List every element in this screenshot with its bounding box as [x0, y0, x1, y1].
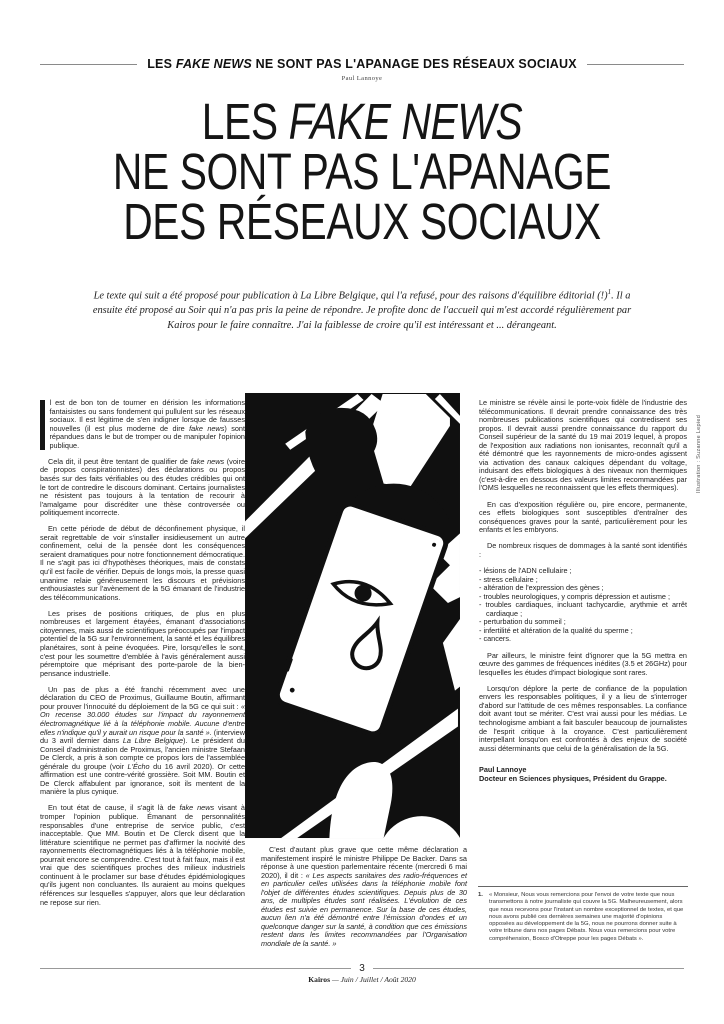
signature-block — [479, 766, 687, 783]
illustration-credit: Illustration : Suzanne Lepied — [696, 414, 702, 493]
page-title — [0, 93, 724, 250]
signature-role: Docteur en Sciences physiques, Président du Grappe. — [479, 773, 667, 783]
paragraph: En cas d'exposition régulière ou, pire encore, permanente, ces effets biologiques sont susceptibles d'entraîner des conséquences graves pour la santé, particulièrement pour les enfants et les embryons. — [479, 499, 687, 535]
paragraph: C'est d'autant plus grave que cette même déclaration a manifestement inspiré le ministre Philippe De Backer. Dans sa réponse à une question parlementaire récente (mercredi 6 mai 2020), il dit : « Les aspects sanitaires des radio-fréquences et en particulier celles utilisées dans la téléphonie mobile font l'objet de différentes études scientifiques. Depuis plus de 30 ans, de multiples études sont réalisées. L'évolution de ces études est suivie en permanence. Sur la base de ces études, aucun lien n'a été démontré entre l'émission d'ondes et un quelconque danger sur la santé, à condition que ces émissions restent dans les limites recommandées par l'Organisation mondiale de la santé. » — [261, 845, 467, 949]
illustration-eye-tablet — [243, 392, 462, 840]
body-column-right — [479, 399, 687, 783]
paragraph: Un pas de plus a été franchi récemment avec une déclaration du CEO de Proximus, Guillaume Boutin, affirmant pour prouver l'innocuité du déploiement de la 5G ce qui suit : « On recense 30.000 études sur l'impact du rayonnement électromagnétique lié à la téléphonie mobile. Aucune d'entre elles n'indique qu'il y aurait un risque pour la santé ». (interview du 3 avril dernier dans La Libre Belgique). Le président du Conseil d'administration de Proximus, l'ancien ministre Stefaan De Clerck, a pris à son compte ce propos lors de l'assemblée générale du groupe (voir L'Écho du 16 avril 2020). Or cette affirmation est une contre-vérité grossière. Soit MM. Boutin et De Clerck affabulent par ignorance, soit ils mentent de la manière la plus cynique. — [40, 684, 245, 797]
risk-item: - infertilité et altération de la qualité du sperme ; — [479, 625, 633, 635]
intro-paragraph — [92, 285, 632, 333]
risk-item: - troubles neurologiques, y compris dépression et autisme ; — [479, 591, 671, 601]
paragraph: De nombreux risques de dommages à la santé sont identifiés : — [479, 541, 687, 559]
risk-item: - perturbation du sommeil ; — [479, 617, 566, 627]
signature-name: Paul Lannoye — [479, 765, 527, 775]
intro-text: . Il a ensuite été proposé au Soir qui n'a pas pris la peine de répondre. Je profite donc de l'accueil qui m'est accordé régulièrement par Kairos pour le faire connaître. J'ai la faiblesse de croire qu'il est intéressant et ... dérangeant. — [92, 290, 632, 332]
issue-date: — Juin / Juillet / Août 2020 — [330, 975, 416, 984]
body-column-middle — [261, 846, 467, 956]
footer-credit — [0, 975, 724, 984]
page-number: 3 — [359, 963, 365, 974]
risk-item: - altération de l'expression des gènes ; — [479, 583, 604, 593]
footnote-body — [478, 892, 688, 943]
risk-list — [479, 567, 687, 644]
paragraph: Lorsqu'on déplore la perte de confiance de la population envers les responsables politiques, il y a lieu de s'interroger d'abord sur l'attitude de ces mêmes responsables. La confiance doit avant tout se mériter. C'est vrai aussi pour les médias. Le technologisme ambiant a fait basculer beaucoup de journalistes de l'esprit critique à la croyance. C'est particulièrement interpellant lorsqu'on est confrontés à des enjeux de société aussi déterminants que celui de la généralisation de la 5G. — [479, 683, 687, 753]
kicker-text: NE SONT PAS L'APANAGE DES RÉSEAUX SOCIAUX — [251, 57, 577, 71]
title-line-3: DES RÉSEAUX SOCIAUX — [123, 193, 601, 250]
header-kicker — [147, 57, 577, 71]
risk-item: - stress cellulaire ; — [479, 574, 538, 584]
kicker-text-italic: FAKE NEWS — [175, 57, 252, 71]
title-text-italic: FAKE NEWS — [288, 93, 523, 150]
title-line-2: NE SONT PAS L'APANAGE — [112, 143, 612, 200]
footnote-marker: 1. — [478, 892, 483, 898]
drop-cap — [40, 400, 45, 450]
footnote-text: « Monsieur, Nous vous remercions pour l'envoi de votre texte que nous transmettons à notre journaliste qui couvre la 5G. Malheureusement, alors que nous recevons pour l'instant un nombre exceptionnel de textes, et que nous avons publié ces dernières semaines une majorité d'opinions opposées au développement de la 5G, nous ne pourrons donner suite à votre tribune dans nos pages Débats. Nous vous remercions pour votre compréhension, Bosco d'Otreppe pour les pages Débats ». — [489, 892, 684, 942]
paragraph: Par ailleurs, le ministre feint d'ignorer que la 5G mettra en œuvre des gammes de fréquences inédites (3.5 et 26GHz) pour lesquelles les études d'impact biologique sont rares. — [479, 650, 687, 677]
title-line-1 — [72, 93, 651, 150]
illustration-svg — [243, 392, 462, 840]
kicker-text: LES — [147, 57, 176, 71]
risk-item: - cancers. — [479, 634, 512, 644]
risk-item: - lésions de l'ADN cellulaire ; — [479, 566, 572, 576]
body-column-left — [40, 399, 245, 915]
footer-rule-row — [40, 963, 684, 974]
kicker-rule-left — [40, 64, 137, 65]
paragraph: Cela dit, il peut être tentant de qualifier de fake news (voire de propos conspirationnistes) des déclarations ou propos basés sur des faits vérifiables ou des études crédibles qui ont le tort de contredire le discours dominant. Certains journalistes ne résistent pas toujours à la tentation de recourir à l'amalgame pour discréditer une thèse controversée ou politiquement incorrecte. — [40, 456, 245, 518]
footnote-reference: 1 — [607, 288, 612, 296]
journal-name: Kairos — [308, 975, 331, 984]
footer-rule-left — [40, 968, 351, 969]
risk-item: - troubles cardiaques, incluant tachycardie, arythmie et arrêt cardiaque ; — [479, 600, 687, 618]
footnote-block — [478, 886, 688, 943]
footer-rule-right — [373, 968, 684, 969]
header-kicker-row — [40, 57, 684, 71]
paragraph: Le ministre se révèle ainsi le porte-voix fidèle de l'industrie des télécommunications. Il devrait prendre connaissance des très nombreuses publications scientifiques qui contredisent ses propos. Il devrait aussi prendre connaissance du rapport du Conseil supérieur de la santé du 19 mai 2019 lequel, à propos de l'exposition aux radiations non ionisantes, reconnaît qu'il a été démontré que les rayonnements de micro-ondes agissent via activation des canaux calciques dépendant du voltage, induisant des effets biologiques à des niveaux non thermiques (c'est-à-dire en dessous des valeurs limites recommandées par l'OMS lesquelles ne reconnaissent que les effets thermiques). — [479, 398, 687, 493]
kicker-rule-right — [587, 64, 684, 65]
paragraph: l est de bon ton de tourner en dérision les informations fantaisistes ou sans fondement qui pullulent sur les réseaux sociaux. Il est légitime de s'en indigner lorsque de fausses nouvelles (il est plus moderne de dire fake news) sont répandues dans le but de tromper ou de manipuler l'opinion publique. — [40, 399, 245, 450]
byline: Paul Lannoye — [341, 75, 383, 82]
paragraph: En tout état de cause, il s'agit là de fake news visant à tromper l'opinion publique. Émanant de personnalités responsables d'une entreprise de service public, c'est inacceptable. Que MM. Boutin et De Clerck disent que la littérature scientifique ne permet pas d'affirmer la nocivité des rayonnements électromagnétiques liés à la téléphonie mobile, pourrait encore se comprendre. C'est tout à fait faux, mais il est vrai que des scientifiques proches des milieux industriels continuent à le proclamer sur base d'études épidémiologiques qu'ils jugent non concluantes. Ils auraient au moins quelques références sur lesquelles s'appuyer, alors que leur déclaration ne repose sur rien. — [40, 803, 245, 907]
title-text: LES — [201, 93, 289, 150]
paragraph: Les prises de positions critiques, de plus en plus nombreuses et largement étayées, émanant d'associations citoyennes, mais aussi de scientifiques préoccupés par l'impact potentiel de la 5G sur l'environnement, la santé et les équilibres planétaires, sont à peine évoquées. Pire, lorsqu'elles le sont, c'est pour les soumettre d'emblée à l'avis généralement aussi péremptoire que méprisant des porte-parole de la bien-pensance industrielle. — [40, 608, 246, 678]
intro-text: Le texte qui suit a été proposé pour publication à La Libre Belgique, qui l'a refusé, pour des raisons d'équilibre éditorial (!) — [93, 290, 608, 302]
paragraph: En cette période de début de déconfinement physique, il serait regrettable de voir s'installer insidieusement un autre confinement, celui de la pensée dont les conséquences seraient dramatiques pour notre fonctionnement démocratique. Il ne s'agit pas ici d'hypothèses théoriques, mais de constats qu'il est facile de vérifier. Depuis de longs mois, la presse quasi unanime relaie généreusement les discours et prévisions enthousiastes sur l'avènement de la 5G émanant de l'industrie des télécommunications. — [40, 524, 245, 602]
